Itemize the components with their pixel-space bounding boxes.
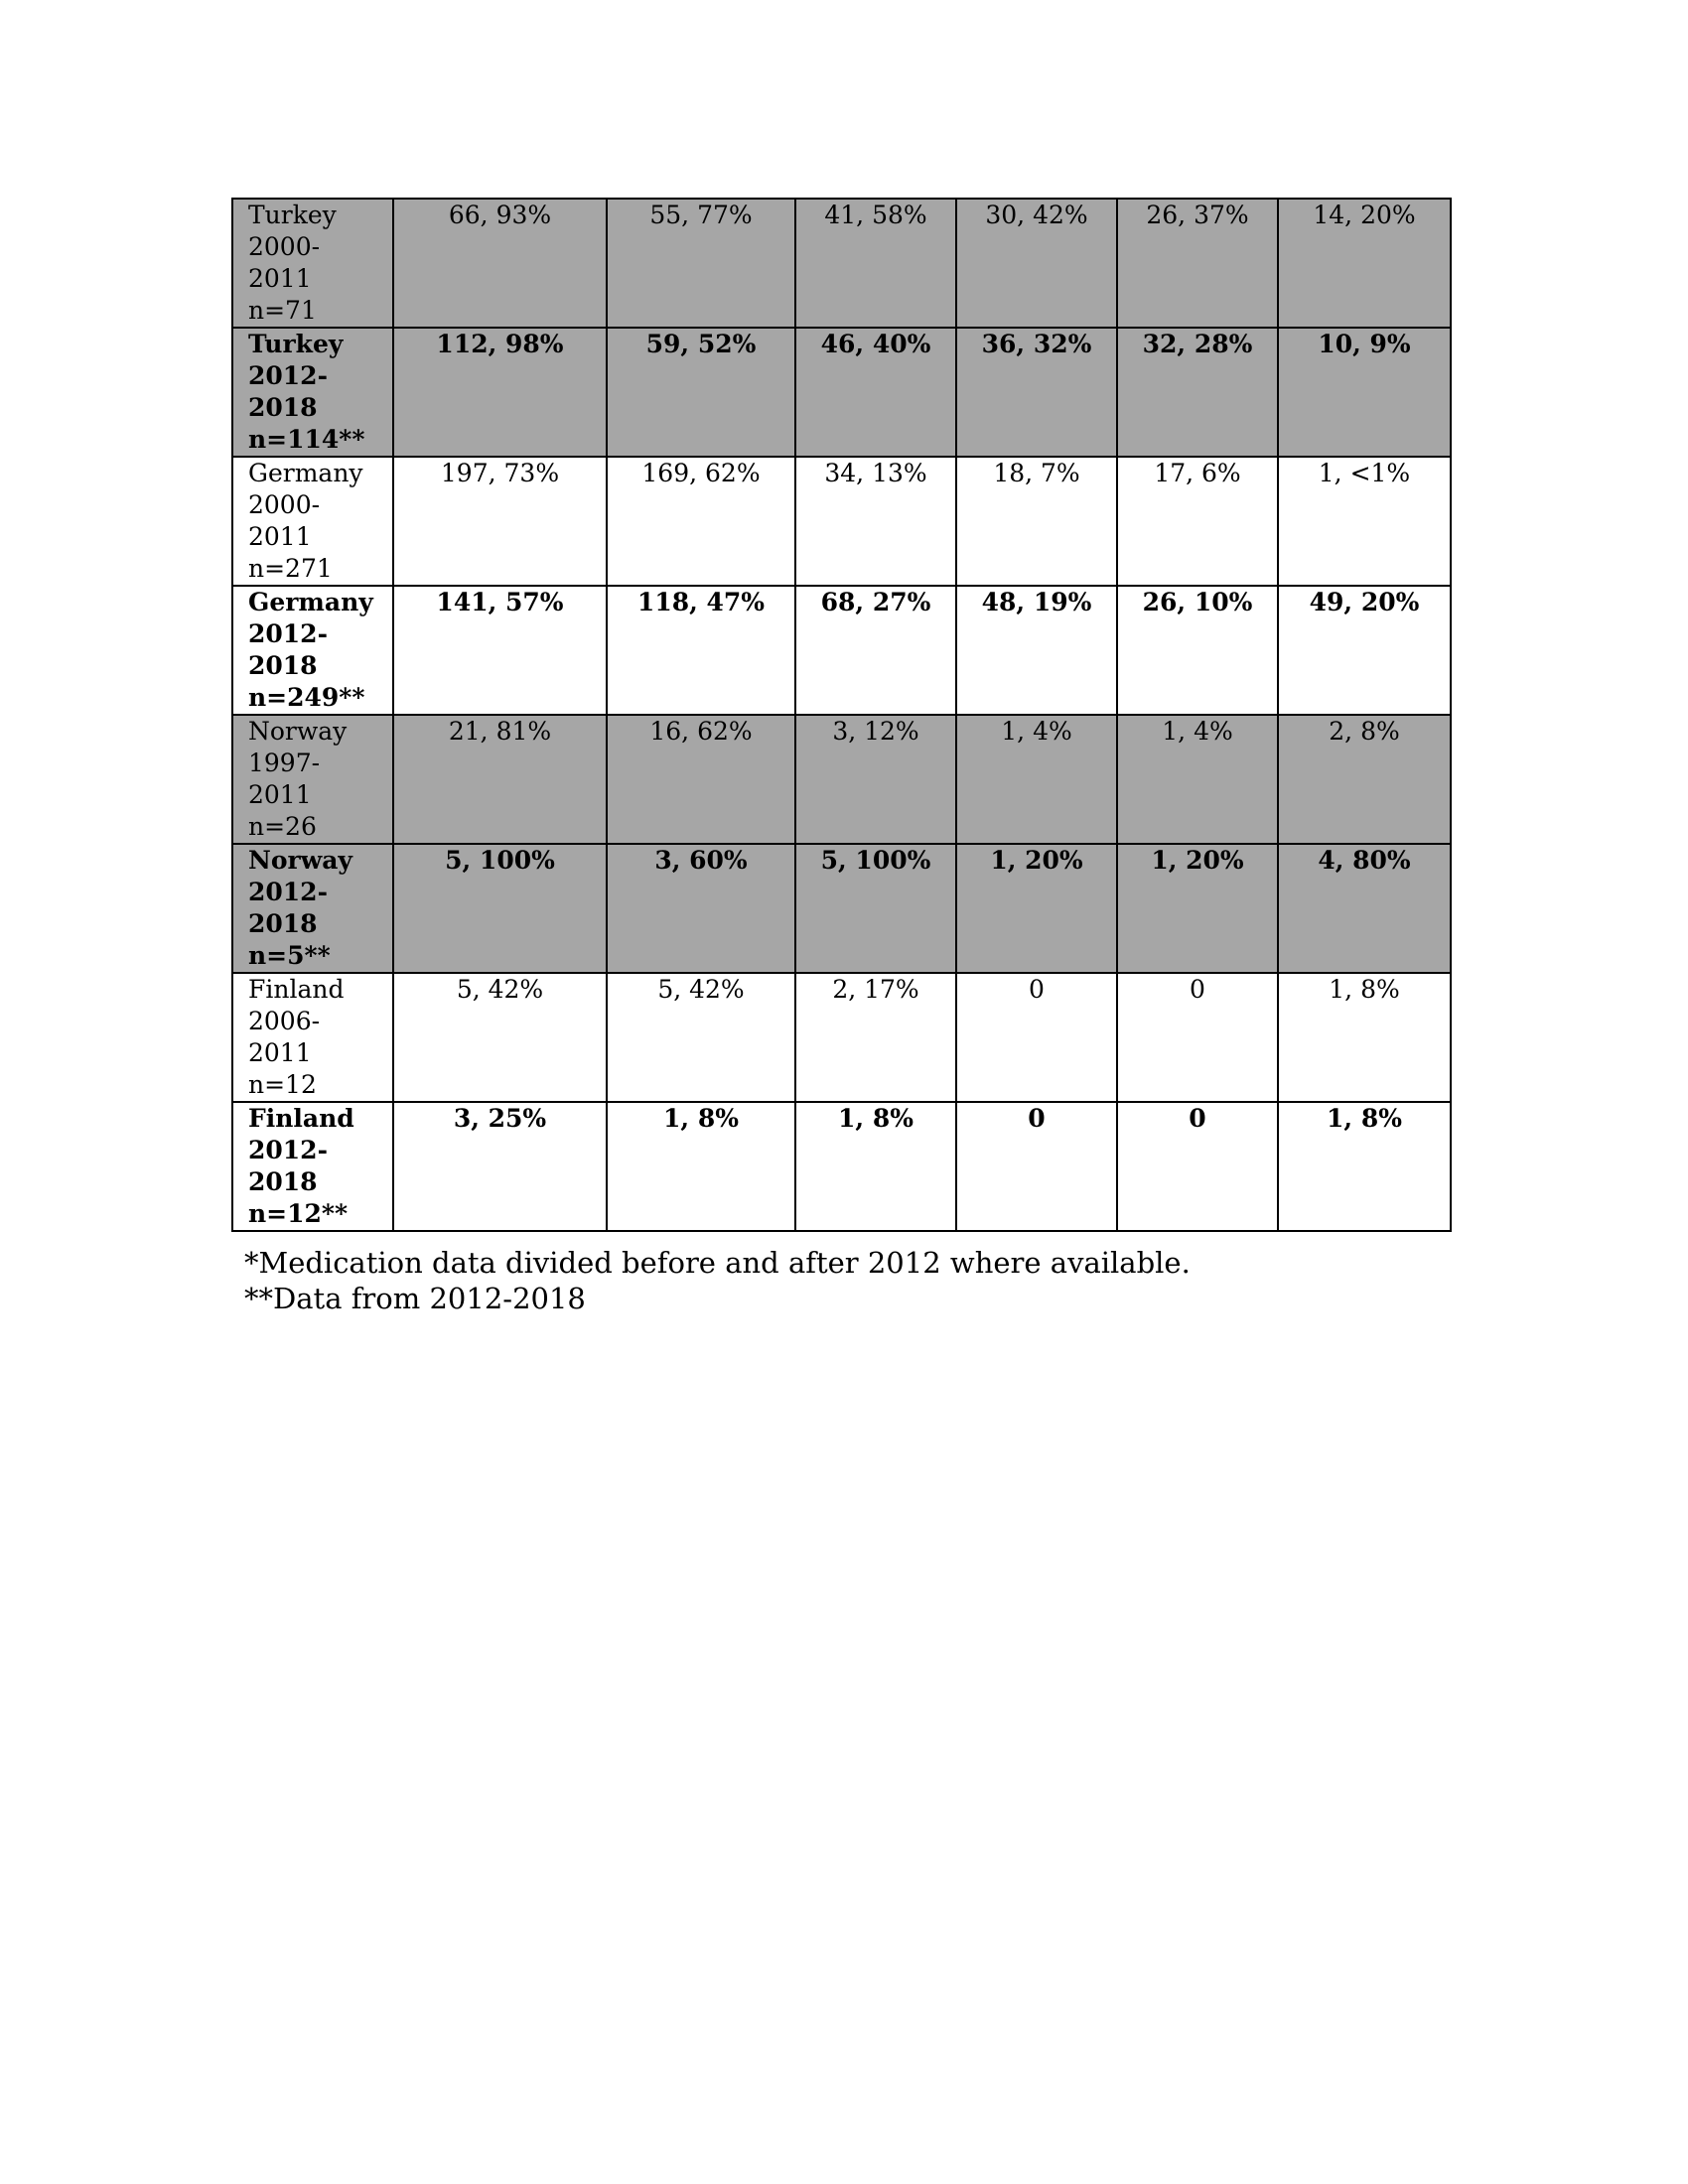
table-row <box>232 973 1451 1102</box>
table-cell: 2, 8% <box>1278 715 1451 844</box>
table-cell: 66, 93% <box>393 199 607 328</box>
table-cell: 0 <box>1117 1102 1278 1231</box>
table-cell: 5, 42% <box>607 973 795 1102</box>
row-label: Norway 2012- 2018 n=5** <box>232 844 393 973</box>
table-cell: 55, 77% <box>607 199 795 328</box>
table-cell: 5, 100% <box>795 844 956 973</box>
table-row <box>232 1102 1451 1231</box>
table-body <box>232 199 1451 1231</box>
table-cell: 26, 37% <box>1117 199 1278 328</box>
table-cell: 2, 17% <box>795 973 956 1102</box>
table-cell: 5, 42% <box>393 973 607 1102</box>
row-label: Norway 1997- 2011 n=26 <box>232 715 393 844</box>
row-label: Finland 2006- 2011 n=12 <box>232 973 393 1102</box>
row-label: Germany 2012- 2018 n=249** <box>232 586 393 715</box>
table-cell: 14, 20% <box>1278 199 1451 328</box>
table-cell: 1, 8% <box>607 1102 795 1231</box>
table-cell: 4, 80% <box>1278 844 1451 973</box>
table-cell: 3, 25% <box>393 1102 607 1231</box>
table-cell: 26, 10% <box>1117 586 1278 715</box>
table-cell: 36, 32% <box>956 328 1117 457</box>
table-cell: 48, 19% <box>956 586 1117 715</box>
table-row <box>232 715 1451 844</box>
row-label: Turkey 2000- 2011 n=71 <box>232 199 393 328</box>
table-cell: 0 <box>956 1102 1117 1231</box>
table-row <box>232 199 1451 328</box>
table-cell: 1, 20% <box>956 844 1117 973</box>
row-label: Turkey 2012- 2018 n=114** <box>232 328 393 457</box>
table-row <box>232 457 1451 586</box>
footnote-medication: *Medication data divided before and after 2012 where available. <box>244 1246 1191 1280</box>
table-cell: 118, 47% <box>607 586 795 715</box>
table-cell: 10, 9% <box>1278 328 1451 457</box>
table-cell: 21, 81% <box>393 715 607 844</box>
medication-data-table <box>231 198 1452 1232</box>
table-cell: 32, 28% <box>1117 328 1278 457</box>
table-cell: 30, 42% <box>956 199 1117 328</box>
table-cell: 17, 6% <box>1117 457 1278 586</box>
table-cell: 3, 60% <box>607 844 795 973</box>
table-cell: 16, 62% <box>607 715 795 844</box>
table-cell: 1, 4% <box>1117 715 1278 844</box>
table-cell: 1, 8% <box>795 1102 956 1231</box>
table-cell: 41, 58% <box>795 199 956 328</box>
table-cell: 1, 4% <box>956 715 1117 844</box>
footnotes <box>244 1245 1191 1316</box>
table-cell: 3, 12% <box>795 715 956 844</box>
table-cell: 1, <1% <box>1278 457 1451 586</box>
row-label: Finland 2012- 2018 n=12** <box>232 1102 393 1231</box>
table-cell: 112, 98% <box>393 328 607 457</box>
table-cell: 1, 8% <box>1278 1102 1451 1231</box>
row-label: Germany 2000- 2011 n=271 <box>232 457 393 586</box>
table-cell: 197, 73% <box>393 457 607 586</box>
table-cell: 59, 52% <box>607 328 795 457</box>
table-row <box>232 844 1451 973</box>
footnote-data-range: **Data from 2012-2018 <box>244 1282 586 1315</box>
table-cell: 0 <box>956 973 1117 1102</box>
table-cell: 5, 100% <box>393 844 607 973</box>
table-row <box>232 586 1451 715</box>
table-cell: 34, 13% <box>795 457 956 586</box>
table-cell: 46, 40% <box>795 328 956 457</box>
table-cell: 1, 20% <box>1117 844 1278 973</box>
table-cell: 169, 62% <box>607 457 795 586</box>
table-cell: 1, 8% <box>1278 973 1451 1102</box>
table-cell: 68, 27% <box>795 586 956 715</box>
table-cell: 141, 57% <box>393 586 607 715</box>
table-cell: 18, 7% <box>956 457 1117 586</box>
table-cell: 49, 20% <box>1278 586 1451 715</box>
table-cell: 0 <box>1117 973 1278 1102</box>
table-row <box>232 328 1451 457</box>
